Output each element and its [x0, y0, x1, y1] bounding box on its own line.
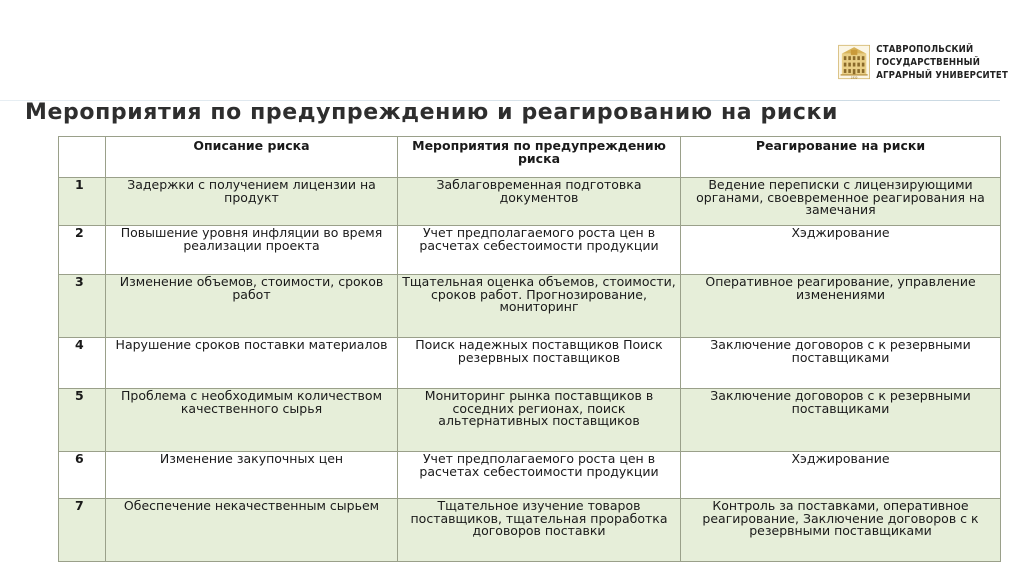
risk-cell: Проблема с необходимым количеством качественного сырья	[106, 389, 398, 452]
prevention-cell: Учет предполагаемого роста цен в расчетах себестоимости продукции	[398, 226, 681, 275]
response-cell: Заключение договоров с к резервными поставщиками	[681, 338, 1001, 389]
risk-cell: Нарушение сроков поставки материалов	[106, 338, 398, 389]
header-prevention-measures: Мероприятия по предупреждению риска	[398, 137, 681, 178]
risk-cell: Обеспечение некачественным сырьем	[106, 499, 398, 562]
prevention-cell: Заблаговременная подготовка документов	[398, 178, 681, 226]
row-number: 4	[59, 338, 106, 389]
response-cell: Ведение переписки с лицензирующими органами, своевременное реагирования на замечания	[681, 178, 1001, 226]
response-cell: Хэджирование	[681, 452, 1001, 499]
university-name-line-3: АГРАРНЫЙ УНИВЕРСИТЕТ	[876, 69, 1008, 81]
header-risk-response: Реагирование на риски	[681, 137, 1001, 178]
row-number: 3	[59, 275, 106, 338]
risk-cell: Изменение закупочных цен	[106, 452, 398, 499]
table-row	[59, 226, 1001, 275]
table-row	[59, 338, 1001, 389]
prevention-cell: Мониторинг рынка поставщиков в соседних регионах, поиск альтернативных поставщиков	[398, 389, 681, 452]
risk-table	[58, 136, 1001, 562]
header-risk-description: Описание риска	[106, 137, 398, 178]
row-number: 6	[59, 452, 106, 499]
page-title: Мероприятия по предупреждению и реагированию на риски	[25, 100, 839, 125]
university-name	[876, 43, 1008, 82]
table-row	[59, 452, 1001, 499]
prevention-cell: Учет предполагаемого роста цен в расчетах себестоимости продукции	[398, 452, 681, 499]
table-row	[59, 178, 1001, 226]
table-row	[59, 275, 1001, 338]
response-cell: Хэджирование	[681, 226, 1001, 275]
header-number	[59, 137, 106, 178]
university-building-icon	[838, 35, 870, 89]
table-header-row	[59, 137, 1001, 178]
prevention-cell: Тщательная оценка объемов, стоимости, сроков работ. Прогнозирование, мониторинг	[398, 275, 681, 338]
university-name-line-1: СТАВРОПОЛЬСКИЙ	[876, 43, 974, 55]
response-cell: Контроль за поставками, оперативное реагирование, Заключение договоров с к резервными поставщиками	[681, 499, 1001, 562]
university-name-line-2: ГОСУДАРСТВЕННЫЙ	[876, 56, 981, 68]
row-number: 1	[59, 178, 106, 226]
table-row	[59, 389, 1001, 452]
table-row	[59, 499, 1001, 562]
risk-cell: Повышение уровня инфляции во время реализации проекта	[106, 226, 398, 275]
response-cell: Заключение договоров с к резервными поставщиками	[681, 389, 1001, 452]
prevention-cell: Поиск надежных поставщиков Поиск резервных поставщиков	[398, 338, 681, 389]
prevention-cell: Тщательное изучение товаров поставщиков, тщательная проработка договоров поставки	[398, 499, 681, 562]
row-number: 7	[59, 499, 106, 562]
university-logo	[838, 34, 1008, 90]
svg-text:1930: 1930	[850, 76, 858, 80]
risk-cell: Изменение объемов, стоимости, сроков работ	[106, 275, 398, 338]
row-number: 5	[59, 389, 106, 452]
row-number: 2	[59, 226, 106, 275]
response-cell: Оперативное реагирование, управление изменениями	[681, 275, 1001, 338]
risk-cell: Задержки с получением лицензии на продукт	[106, 178, 398, 226]
